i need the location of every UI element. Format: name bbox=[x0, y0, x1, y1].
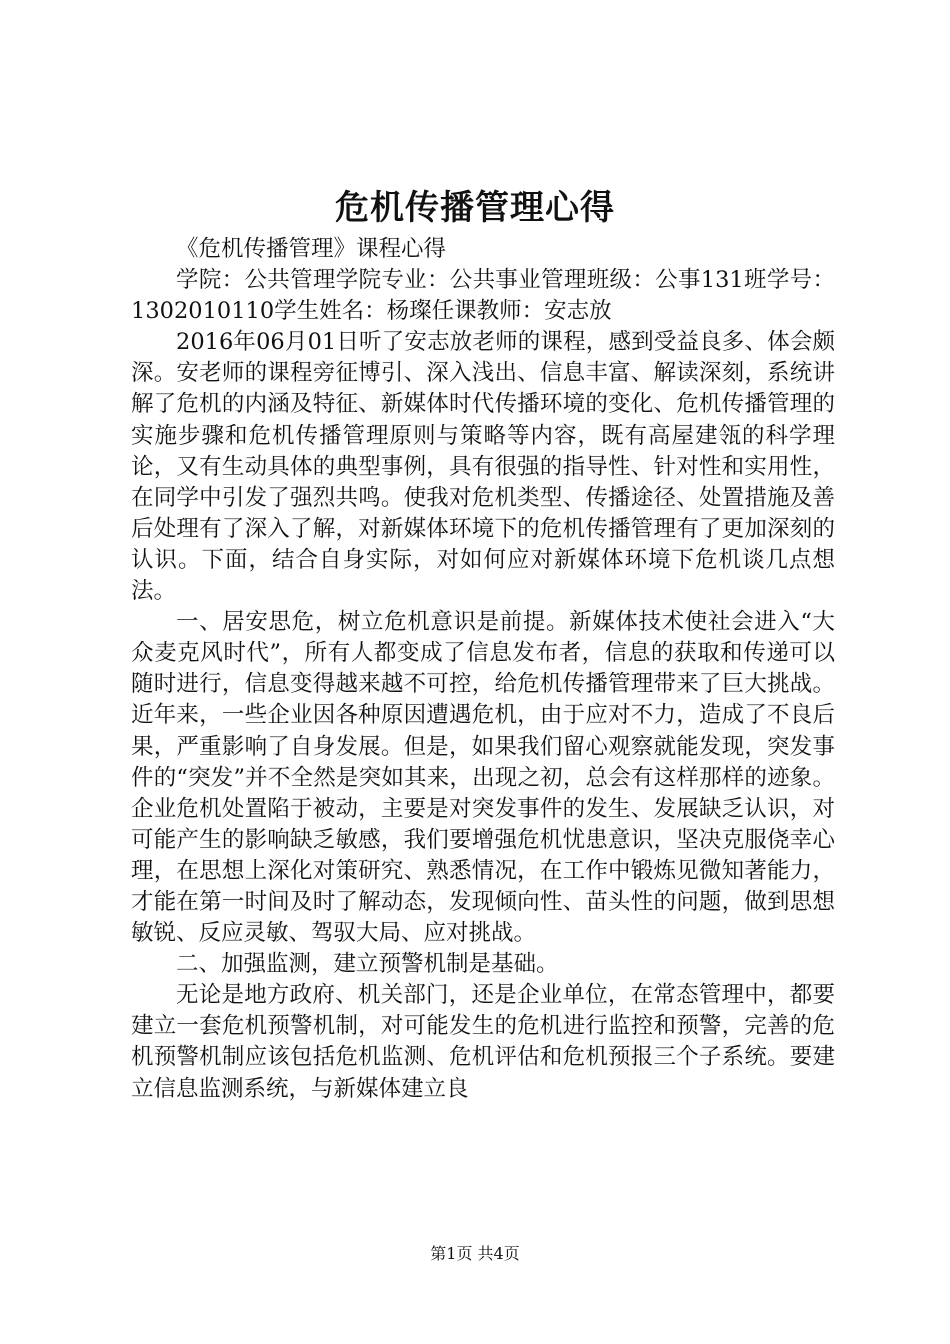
intro-paragraph: 2016年06月01日听了安志放老师的课程，感到受益良多、体会颇深。安老师的课程旁征博引、深入浅出、信息丰富、解读深刻，系统讲解了危机的内涵及特征、新媒体时代传播环境的变化、危机传播管理的实施步骤和危机传播管理原则与策略等内容，既有高屋建瓴的科学理论，又有生动具体的典型事例，具有很强的指导性、针对性和实用性，在同学中引发了强烈共鸣。使我对危机类型、传播途径、处置措施及善后处理有了深入了解，对新媒体环境下的危机传播管理有了更加深刻的认识。下面，结合自身实际，对如何应对新媒体环境下危机谈几点想法。 bbox=[131, 329, 835, 605]
point-two-heading: 二、加强监测，建立预警机制是基础。 bbox=[176, 951, 559, 978]
point-one-paragraph: 一、居安思危，树立危机意识是前提。新媒体技术使社会进入“大众麦克风时代”，所有人都变成了信息发布者，信息的获取和传递可以随时进行，信息变得越来越不可控，给危机传播管理带来了巨大挑战。近年来，一些企业因各种原因遭遇危机，由于应对不力，造成了不良后果，严重影响了自身发展。但是，如果我们留心观察就能发现，突发事件的“突发”并不全然是突如其来，出现之初，总会有这样那样的迹象。企业危机处置陷于被动，主要是对突发事件的发生、发展缺乏认识，对可能产生的影响缺乏敏感，我们要增强危机忧患意识，坚决克服侥幸心理，在思想上深化对策研究、熟悉情况，在工作中锻炼见微知著能力，才能在第一时间及时了解动态，发现倾向性、苗头性的问题，做到思想敏锐、反应灵敏、驾驭大局、应对挑战。 bbox=[131, 609, 835, 947]
course-heading: 《危机传播管理》课程心得 bbox=[176, 236, 447, 262]
student-info-paragraph: 学院：公共管理学院专业：公共事业管理班级：公事131班学号：1302010110学生姓名：杨璨任课教师：安志放 bbox=[131, 267, 835, 325]
page-number-footer: 第1页 共4页 bbox=[430, 1244, 520, 1263]
document-body bbox=[131, 234, 835, 1105]
document-title: 危机传播管理心得 bbox=[335, 188, 615, 228]
point-two-paragraph: 无论是地方政府、机关部门，还是企业单位，在常态管理中，都要建立一套危机预警机制，对可能发生的危机进行监控和预警，完善的危机预警机制应该包括危机监测、危机评估和危机预报三个子系统。要建立信息监测系统，与新媒体建立良 bbox=[131, 982, 835, 1102]
